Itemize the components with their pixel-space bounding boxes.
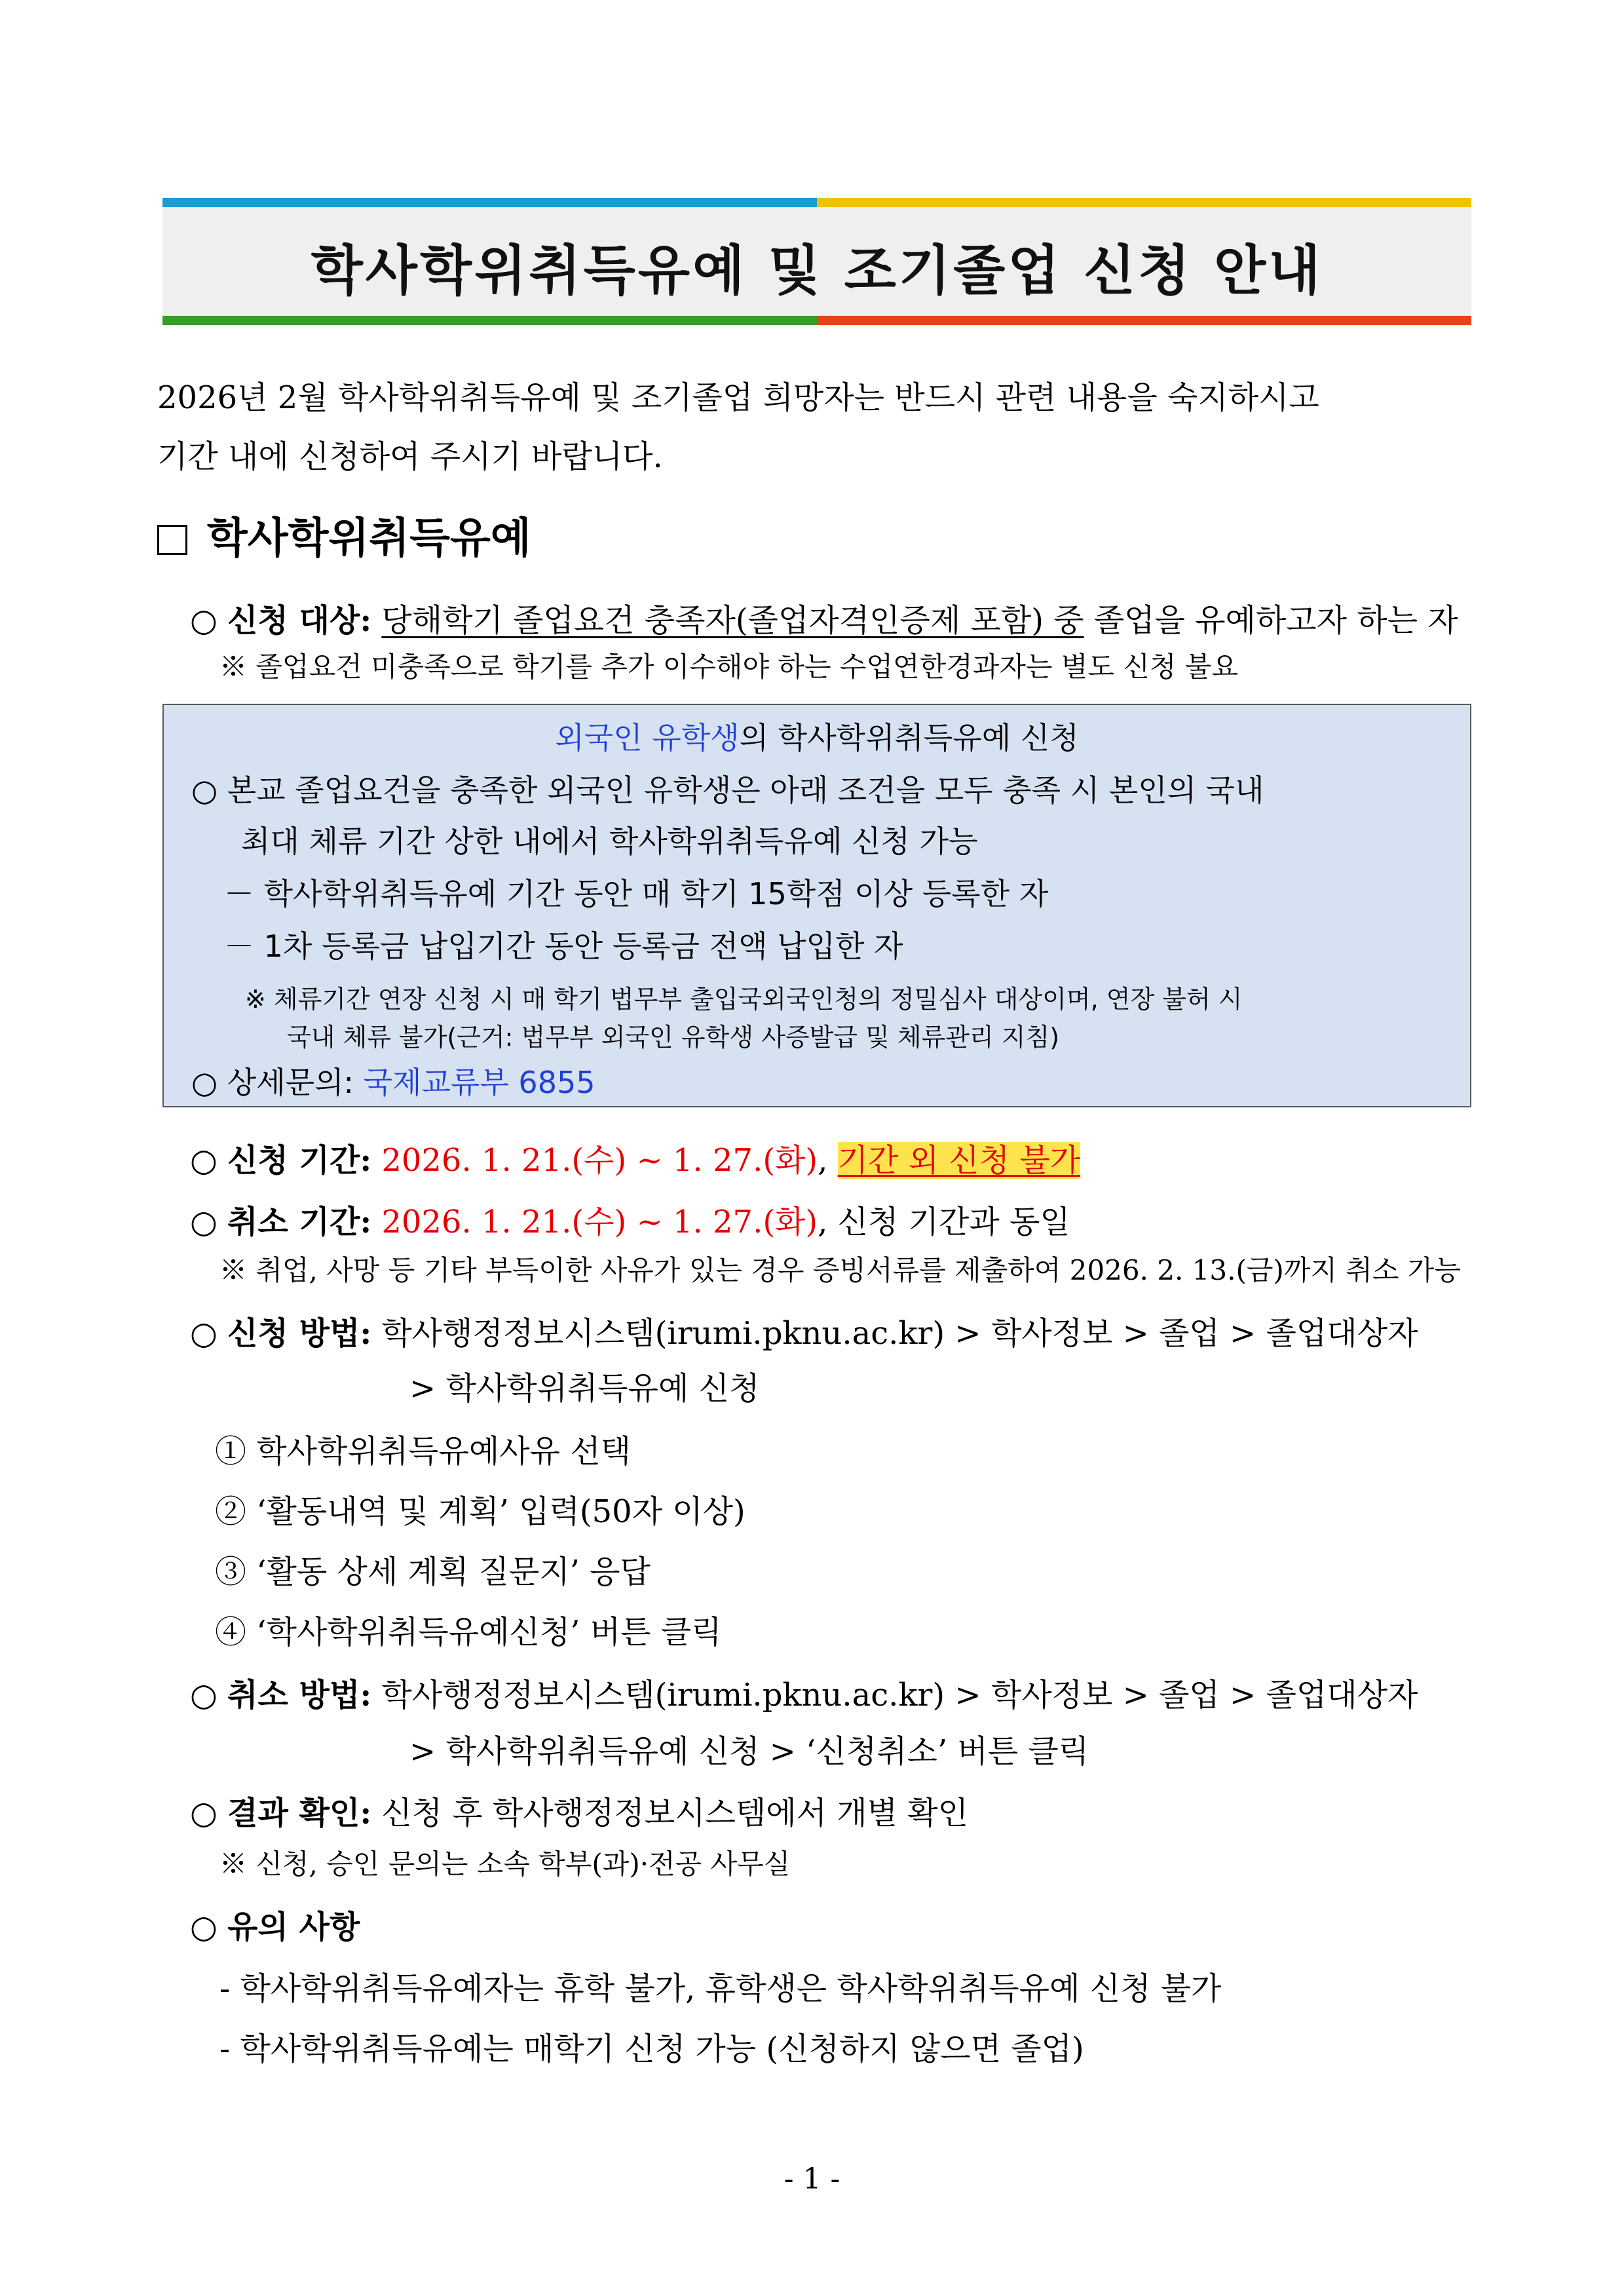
checkbox-square-icon — [157, 525, 187, 555]
target-label: 신청 대상 — [227, 602, 360, 639]
method-path-2: > 학사학위취득유예 신청 — [409, 1370, 760, 1407]
result-label: 결과 확인 — [227, 1795, 360, 1831]
caution-item-2: - 학사학위취득유예는 매학기 신청 가능 (신청하지 않으면 졸업) — [219, 2031, 1084, 2067]
result-note: ※ 신청, 승인 문의는 소속 학부(과)·전공 사무실 — [219, 1848, 791, 1880]
method-step-4: ④ ‘학사학위취득유예신청’ 버튼 클릭 — [215, 1614, 722, 1651]
foreign-p1-line2: 최대 체류 기간 상한 내에서 학사학위취득유예 신청 가능 — [241, 824, 978, 859]
contact-value: 국제교류부 6855 — [363, 1065, 595, 1100]
result-line: ○ 결과 확인: 신청 후 학사행정정보시스템에서 개별 확인 — [190, 1795, 968, 1831]
foreign-cond-2: － 1차 등록금 납입기간 동안 등록금 전액 납입한 자 — [224, 928, 903, 964]
section-heading: 학사학위취득유예 — [157, 505, 531, 565]
target-underlined: 당해학기 졸업요건 충족자(졸업자격인증제 포함) 중 — [381, 602, 1084, 639]
cancel-period-line: ○ 취소 기간: 2026. 1. 21.(수) ~ 1. 27.(화), 신청 기간과 동일 — [190, 1204, 1070, 1240]
foreign-student-box — [162, 704, 1471, 1107]
target-rest: 졸업을 유예하고자 하는 자 — [1084, 602, 1458, 639]
result-text: 신청 후 학사행정정보시스템에서 개별 확인 — [381, 1795, 968, 1831]
title-banner — [162, 198, 1471, 325]
page-title: 학사학위취득유예 및 조기졸업 신청 안내 — [311, 240, 1323, 302]
foreign-note-line2: 국내 체류 불가(근거: 법무부 외국인 유학생 사증발급 및 체류관리 지침) — [287, 1023, 1059, 1052]
cancel-period-dates: 2026. 1. 21.(수) ~ 1. 27.(화) — [381, 1204, 818, 1240]
banner-bar-blue — [162, 198, 817, 207]
method-path-1: 학사행정정보시스템(irumi.pknu.ac.kr) > 학사정보 > 졸업 > 졸업대상자 — [381, 1315, 1418, 1352]
period-label: 신청 기간 — [227, 1142, 360, 1179]
cancel-method-path-2: > 학사학위취득유예 신청 > ‘신청취소’ 버튼 클릭 — [409, 1733, 1089, 1770]
caution-item-1: - 학사학위취득유예자는 휴학 불가, 휴학생은 학사학위취득유예 신청 불가 — [219, 1970, 1222, 2007]
cancel-period-note: ※ 취업, 사망 등 기타 부득이한 사유가 있는 경우 증빙서류를 제출하여 2026. 2. 13.(금)까지 취소 가능 — [219, 1254, 1461, 1286]
target-line: ○ 신청 대상: 당해학기 졸업요건 충족자(졸업자격인증제 포함) 중 졸업을 유예하고자 하는 자 — [190, 602, 1458, 639]
method-step-2: ② ‘활동내역 및 계획’ 입력(50자 이상) — [215, 1493, 746, 1530]
foreign-note-line1: ※ 체류기간 연장 신청 시 매 학기 법무부 출입국외국인청의 정밀심사 대상이며, 연장 불허 시 — [245, 985, 1243, 1014]
method-line: ○ 신청 방법: 학사행정정보시스템(irumi.pknu.ac.kr) > 학사정보 > 졸업 > 졸업대상자 — [190, 1315, 1418, 1352]
target-note: ※ 졸업요건 미충족으로 학기를 추가 이수해야 하는 수업연한경과자는 별도 신청 불요 — [219, 651, 1238, 683]
method-step-3: ③ ‘활동 상세 계획 질문지’ 응답 — [215, 1554, 651, 1590]
intro-line-2: 기간 내에 신청하여 주시기 바랍니다. — [157, 438, 663, 475]
cancel-method-path-1: 학사행정정보시스템(irumi.pknu.ac.kr) > 학사정보 > 졸업 > 졸업대상자 — [381, 1677, 1418, 1713]
cancel-method-line: ○ 취소 방법: 학사행정정보시스템(irumi.pknu.ac.kr) > 학사정보 > 졸업 > 졸업대상자 — [190, 1677, 1418, 1713]
period-highlight: 기간 외 신청 불가 — [837, 1142, 1081, 1179]
cancel-period-label: 취소 기간 — [227, 1204, 360, 1240]
caution-line: ○ 유의 사항 — [190, 1909, 360, 1945]
banner-bar-yellow — [817, 198, 1471, 207]
banner-bar-green — [162, 316, 817, 325]
period-line: ○ 신청 기간: 2026. 1. 21.(수) ~ 1. 27.(화), 기간 외 신청 불가 — [190, 1142, 1081, 1179]
caution-label: 유의 사항 — [227, 1909, 360, 1945]
page-number: - 1 - — [784, 2162, 840, 2196]
foreign-box-title: 외국인 유학생의 학사학위취득유예 신청 — [555, 720, 1079, 756]
bullet-circle: ○ — [190, 602, 217, 639]
period-dates: 2026. 1. 21.(수) ~ 1. 27.(화) — [381, 1142, 818, 1179]
foreign-contact: ○ 상세문의: 국제교류부 6855 — [191, 1065, 595, 1100]
method-label: 신청 방법 — [227, 1315, 360, 1352]
foreign-p1-line1: ○ 본교 졸업요건을 충족한 외국인 유학생은 아래 조건을 모두 충족 시 본인의 국내 — [191, 773, 1264, 808]
banner-bar-red — [817, 316, 1471, 325]
cancel-method-label: 취소 방법 — [227, 1677, 360, 1713]
method-step-1: ① 학사학위취득유예사유 선택 — [215, 1433, 631, 1470]
intro-line-1: 2026년 2월 학사학위취득유예 및 조기졸업 희망자는 반드시 관련 내용을 숙지하시고 — [157, 379, 1319, 416]
foreign-cond-1: － 학사학위취득유예 기간 동안 매 학기 15학점 이상 등록한 자 — [224, 876, 1049, 911]
